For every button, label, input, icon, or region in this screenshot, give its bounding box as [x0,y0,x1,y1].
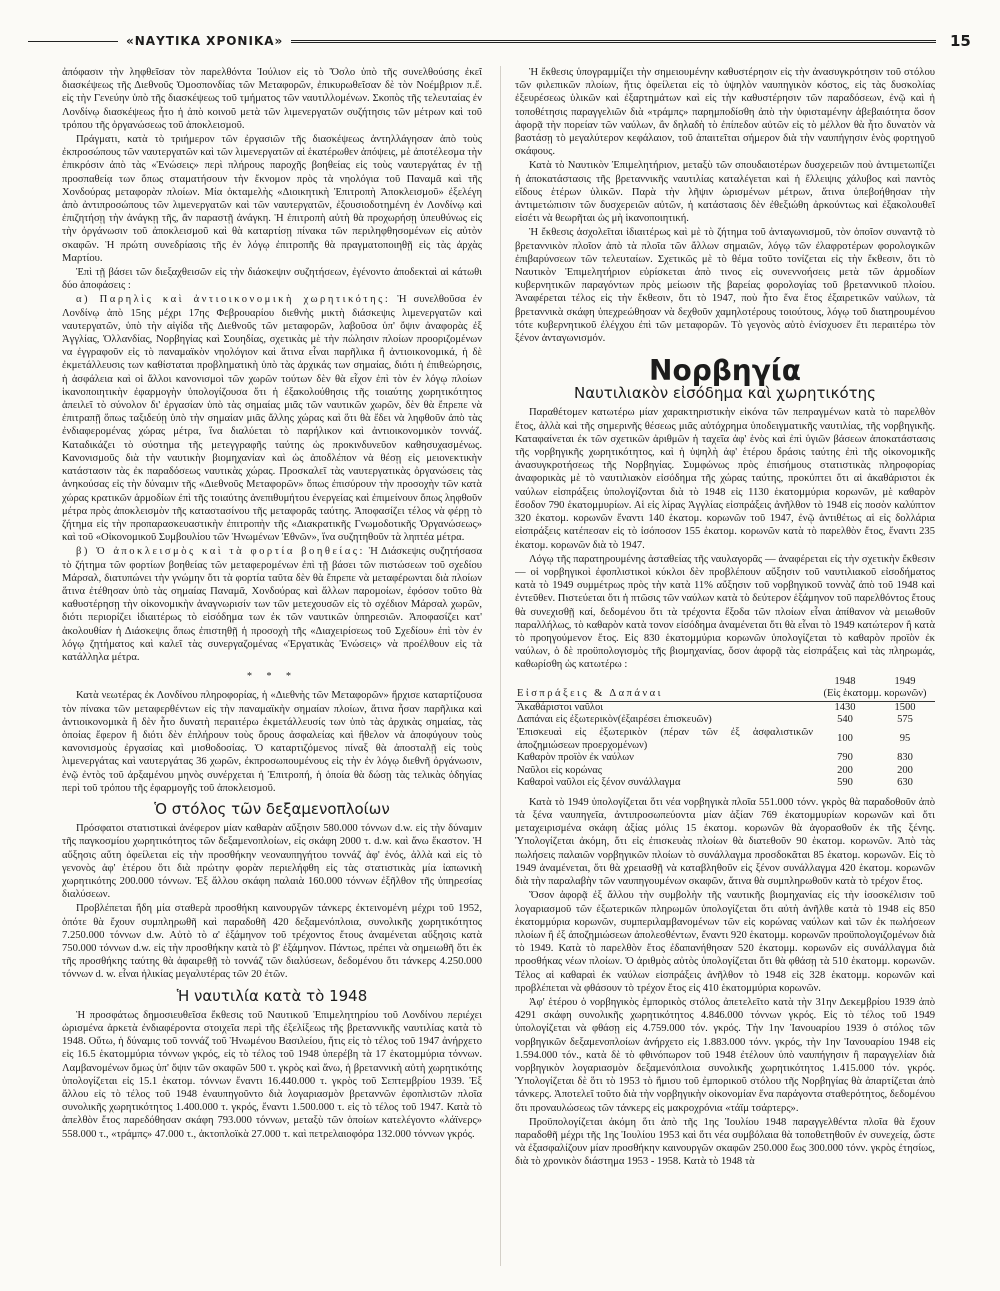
page-header [28,30,972,52]
resolution-b-text: Ἡ Διάσκεψις συζητήσασα τὸ ζήτημα τῶν φορτίων βοηθείας τῶν μεταφερομένων ἐπὶ τῇ βάσει τῶν πιστώσεων τοῦ σχεδίου Μάρσαλ, διατυπώνει τὴν γνώμην ὅτι τὰ φορτία ταῦτα δὲν θὰ ἔπρεπε νὰ μεταφέρωνται διὰ πλοίων ἅτινα ἐτέθησαν ὑπὸ τὰς σημαίας Παναμᾶ, Χονδούρας καὶ ἄλλων παρομοίων, ἐφόσον τοῦτο θὰ καθυστέρησῃ τὴν οἰκονομικὴν ἀναγνωρισίν των τῶν μετεχουσῶν εἰς τὸ σχέδιον Μάρσαλ χωρῶν, διότι περιορίζει ἰδιαιτέρως τὸ εἰσόδημα των ἐκ τῶν ναυτικῶν ὑπηρεσιῶν. Ἀποφασίζει κατ' ἀκολουθίαν ἡ Διάσκεψις ὅπως ἐπιστηθῇ ἡ προσοχὴ τῆς «Διαχειρίσεως τοῦ Σχεδίου» ἐπὶ τὸν ἐν λόγῳ ζητήματος καὶ καλεῖ τὰς συνεργαζομένας «Ἐργατικὰς Ἑνώσεις» νὰ προέλθουν εἰς τὰ κατάλληλα μέτρα. [62,546,482,663]
resolution-b [62,545,482,664]
table-row [515,777,935,790]
paragraph: Κατὰ τὸ 1949 ὑπολογίζεται ὅτι νέα νορβηγικὰ πλοῖα 551.000 τόνν. γκρὸς θὰ παραδοθοῦν ἀπὸ τὰ ξένα ναυπηγεῖα, ἀντιπροσωπεύοντα μίαν ἀξίαν 769 ἑκατομμυρίων κορωνῶν καὶ ὅτι μεταχειρισμένα σκάφη ἀξίας μόλις 15 ἑκατομ. κορωνῶν θὰ ἀγορασθοῦν ἐκ τῆς ξένης. Ὑπολογίζεται ἀκόμη, ὅτι εἰς ἐπισκευὰς πλοίων θὰ διατεθοῦν 90 ἑκατομ. κορωνῶν. Ἀπὸ τὰς πωλήσεις παλαιῶν νορβηγικῶν πλοίων τὸ συνάλλαγμα προσδοκᾶται 85 ἑκατομ. κορωνῶν. Εἰς τὸ 1949 ἀναμένεται, ὅτι θὰ χρειασθῇ νὰ καταβληθοῦν εἰς ξένον συνάλλαγμα 420 ἑκατομ. κορωνῶν διὰ τὴν παραλαβὴν τῶν ναυπηγουμένων σκαφῶν, ἅτινα θὰ συμπληρωθοῦν κατὰ τὸ τρέχον ἔτος. [515,796,935,888]
table-row [515,765,935,778]
paragraph: Πράγματι, κατὰ τὸ τριήμερον τῶν ἐργασιῶν τῆς διασκέψεως ἀντηλλάγησαν ἀπὸ τοὺς ἐκπροσώπους τῶν ναυτεργατῶν καὶ τῶν λιμενεργατῶν αἱ ἑκατέρωθεν ἀπόψεις, μὲ ἀποτέλεσμα τὴν ἐπικρόσιν ἀπὸ τὰς «Ἑνώσεις» περὶ πλήρους παροχῆς βοηθείας εἰς τοὺς ναυτεργάτας ἐν τῇ προσπαθείᾳ των ὅπως σταματήσουν τὴν ἔκνομον πρὸς τὰ νηολόγια τοῦ Παναμᾶ καὶ τῆς Χονδούρας μεταφορὰν πλοίων. Μία ὀκταμελὴς «Διοικητικὴ Ἐπιτροπὴ Ἀποκλεισμοῦ» ἐξελέγη ἀπὸ ἀντιπροσώπους τῶν λιμενεργατῶν καὶ τῶν ναυτεργατῶν, ἐξουσιοδοτημένη ἐν Λονδίνῳ καὶ ἐπιζητήσῃ τὴν ἀνάγκῃ τῆς, ἂν παραστῇ ἀνάγκη. Ἡ ἐπιτροπὴ αὐτὴ θὰ προχωρήσῃ ὑπευθύνως εἰς τὴν ὀργάνωσιν τοῦ ἀποκλεισμοῦ καὶ θὰ καταρτίσῃ πίνακα τῶν περιληφθησομένων εἰς αὐτὸν σκαφῶν. Ἡ πρώτη συνεδρίασις τῆς ἐν λόγῳ ἐπιτροπῆς θὰ πραγματοποιηθῇ εἰς τὰς ἀρχὰς Μαρτίου. [62,134,482,264]
table-corner [515,676,815,689]
revenue-table [515,676,935,790]
row-value-1949: 200 [897,764,913,776]
row-value-1949: 575 [897,714,913,726]
row-label: Καθαρὸν προϊὸν ἐκ ναύλων [517,752,634,764]
row-label: Ἐπισκευαὶ εἰς ἐξωτερικὸν (πέραν τῶν ἐξ ἀσφαλιστικῶν ἀποζημιώσεων προερχομένων) [517,726,813,751]
paragraph: Ἡ προσφάτως δημοσιευθεῖσα ἔκθεσις τοῦ Ναυτικοῦ Ἐπιμελητηρίου τοῦ Λονδίνου περιέχει ὡρισμένα ἀρκετὰ ἐνδιαφέροντα στοιχεῖα περὶ τῆς ἐξελίξεως τῆς βρεταννικῆς ναυτιλίας κατὰ τὸ 1948. Οὕτω, ἡ δύναμις τοῦ τοννάζ τοῦ Ἡνωμένου Βασιλείου, ἥτις εἰς τὸ τέλος τοῦ 1947 ἀνήρχετο εἰς 16.5 ἑκατομμύρια τόννων γκρός, εἰς τὸ τέλος τοῦ 1948 ὑπερέβη τὰ 17 ἑκατομμύρια τόννων. Λαμβανομένων ὅμως ὑπ' ὄψιν τῶν σκαφῶν 500 τ. γκρὸς καὶ ἄνω, ἡ βρεταννικὴ αὐτὴ χωρητικότης ὑπολογίζεται εἰς 15.1 ἑκατομ. τόννων ἔναντι 16.440.000 τ. γκρὸς τοῦ Σεπτεμβρίου 1939. Ἐξ ἄλλου εἰς τὸ τέλος τοῦ 1948 ἐναυπηγοῦντο διὰ λογαριασμὸν βρεταννῶν ἐφοπλιστῶν πλοῖα συνολικῆς χωρητικότητος 1.400.000 τ. γκρός, ἔναντι 1.500.000 τ. εἰς τὸ τέλος τοῦ 1947. Κατὰ τὸ ἀπελθὸν ἔτος παρεδόθησαν σκάφη 793.000 τόννων, μεταξὺ τῶν ὁποίων κατελέγοντο «λάϊνερς» 558.000 τ., «τράμπς» 47.000 τ., ἀκτοπλοϊκὰ 27.000 τ. καὶ πετρελαιοφόρα 132.000 τόννων γκρός. [62,1009,482,1140]
row-value-1949: 630 [897,777,913,789]
row-value-1949: 830 [897,752,913,764]
paragraph: Λόγῳ τῆς παρατηρουμένης ἀσταθείας τῆς ναυλαγορᾶς — ἀναφέρεται εἰς τὴν σχετικὴν ἔκθεσιν — οἱ νορβηγικοὶ ἐφοπλιστικοὶ κύκλοι δὲν προβλέπουν αὔξησιν τοῦ ναυτιλιακοῦ εἰσοδήματος κατὰ τὸ 1949 συμμέτρως πρὸς τὴν κατὰ 11% αὔξησιν τοῦ νορβηγικοῦ τοννὰζ ἀπὸ τοῦ 1948 καὶ ἐντεῦθεν. Πιστεύεται ὅτι ἡ πτῶσις τῶν ναύλων κατὰ τὸ δεύτερον ἑξάμηνον τοῦ παρελθόντος ἔτους θὰ συνεχισθῇ καί, δεδομένου ὅτι τὰ τρέχοντα ἔξοδα τῶν πλοίων εἶναι ἀπίθανον νὰ μειωθοῦν παραλλήλως, τὸ καθαρὸν κατὰ τονον εἰσόδημα ἀναμένεται ὅτι θὰ εἶναι τὸ 1949 κατώτερον ἢ κατὰ τὸ προηγούμενον ἔτος. Εἰς 830 ἑκατομμύρια κορωνῶν ὑπολογίζεται τὸ καθαρὸν προϊὸν ἐκ ναύλων, ὁ δὲ προϋπολογισμὸς τῆς βιομηχανίας, ὅσον ἀφορᾷ τὰς εἰσπράξεις καὶ τὰς πληρωμάς, καθωρίσθη ὡς κατωτέρω : [515,553,935,671]
table-row [515,752,935,765]
paragraph: Ἡ ἔκθεσις ἀσχολεῖται ἰδιαιτέρως καὶ μὲ τὸ ζήτημα τοῦ ἀνταγωνισμοῦ, τὸν ὁποῖον συναντᾷ τὸ βρεταννικὸν πλοῖον ἀπὸ τὰ πλοῖα τῶν ἄλλων σημαιῶν, λόγῳ τῶν ἐλαφροτέρων φορολογικῶν ἐπιβαρύνσεων τῶν τελευταίων. Σχετικῶς μὲ τὸ θέμα τοῦτο τονίζεται εἰς τὴν ἔκθεσιν, ὅτι τὸ Ναυτικὸν Ἐπιμελητήριον εὑρίσκεται ἀπὸ τινος εἰς συνεννοήσεις μετὰ τῶν ἁρμοδίων κυβερνητικῶν παραγόντων πρὸς μείωσιν τῆς βαρείας φορολογίας τοῦ βρεταννικοῦ πλοίου. Ἀναφέρεται τέλος εἰς τὴν ἔκθεσιν, ὅτι τὸ 1947, ποὺ ἦτο ἕνα ἔτος ἐξαιρετικῶν ναύλων, τὰ βρεταννικὰ σκάφη ὑπεχρεώθησαν νὰ δεχθοῦν χαμηλοτέρους τοιούτους, λόγῳ τοῦ διατηρουμένου τότε κυβερνητικοῦ ἐλέγχου ἐπὶ τῶν μεταφορῶν. Τὸ γεγονὸς αὐτὸ ἐνίσχυσεν ἔτι περαιτέρω τὸν ξένον ἀνταγωνισμόν. [515,227,935,345]
paragraph: Προβλέπεται ἤδη μία σταθερὰ προσθήκη καινουργῶν τάνκερς ἐκτεινομένη μέχρι τοῦ 1952, ὁπότε θὰ ἔχουν συμπληρωθῆ καὶ παραδοθῆ 420 δεξαμενόπλοια, συνολικῆς χωρητικότητος 7.250.000 τόννων d.w. Αὐτὸ τὸ α' ἑξάμηνον τοῦ τρέχοντος ἔτους ἀναμένεται αὔξησις κατὰ 750.000 τόννων d.w. εἰς τὴν προσθήκην κατὰ τὸ β' ἑξάμηνον. Πάντως, πρέπει νὰ σημειωθῆ ὅτι ἐκ τῆς προσθήκης ταύτης θὰ ἀφαιρεθῇ τὸ τοννάζ τῶν διαλύσεων, δεδομένου ὅτι τάνκερς 4.250.000 τόννων d. w. εἶναι ἡλικίας μεγαλυτέρας τῶν 20 ἐτῶν. [62,903,482,981]
paragraph: Ἡ ἔκθεσις ὑπογραμμίζει τὴν σημειουμένην καθυστέρησιν εἰς τὴν ἀνασυγκρότησιν τοῦ στόλου τῶν φιλεπικῶν πλοίων, ἥτις ὀφείλεται εἰς τὸ ὑψηλὸν ναυπηγικὸν κόστος, εἰς τὰς δυσκολίας ἐξευρέσεως ὑλικῶν καὶ ἐξαρτημάτων καὶ εἰς τὴν καθυστέρησιν τῶν παραδόσεων, ἐνῷ καὶ ἡ τοποθέτησις παραγγελιῶν διὰ «τράμπς» παρημποδίσθη ἀπὸ τὴν ὑφισταμένην ἀβεβαιότητα ὅσον ἀφορᾷ τὴν πορείαν τῶν ναύλων, ἂν δηλαδὴ τὸ ἐπίπεδον αὐτῶν εἰς τὸ μέλλον θὰ ἦτο δυνατὸν νὰ βαστάσῃ τὸ μεγαλύτερον κεφάλαιον, τοῦ ἀπαιτεῖται σήμερον διὰ τὴν ναυπήγησιν ἑνὸς φορτηγοῦ σκάφους. [515,67,935,158]
row-value-1948: 790 [837,752,853,764]
row-label: Ναῦλοι εἰς κορώνας [517,764,602,776]
table-row [515,701,935,714]
article-title-norway: Νορβηγία [649,354,801,388]
row-label: Δαπάναι εἰς ἐξωτερικὸν(ἐξαιρέσει ἐπισκευῶν) [517,714,712,726]
paragraph: Ἀφ' ἑτέρου ὁ νορβηγικὸς ἐμπορικὸς στόλος ἀπετελεῖτο κατὰ τὴν 31ην Δεκεμβρίου 1939 ἀπὸ 4291 σκάφη συνολικῆς χωρητικότητος 4.846.000 τόννων γκρός. Εἰς τὸ τέλος τοῦ 1949 ὑπολογίζεται νὰ φθάσῃ εἰς 4.759.000 τόν. γκρός. Τὴν 1ην Ἰανουαρίου 1939 ὁ στόλος τῶν νορβηγικῶν δεξαμενοπλοίων ἀνήρχετο εἰς 1.883.000 τόνν. γκρός, τὴν 1ην Ἰανουαρίου 1948 εἰς 1.594.000 τόν., κατὰ δὲ τὸ φθινόπωρον τοῦ 1948 ἐτέλουν ὑπὸ ναυπήγησιν ἢ παραγγελίαν διὰ νορβηγικὸν λογαριασμὸν δεξαμενόπλοια συνολικῆς χωρητικότητος 1.415.000 τόν. γκρός. Ὑπολογίζεται δὲ ὅτι τὸ 1953 τὸ ἥμισυ τοῦ ἐμπορικοῦ στόλου τῆς Νορβηγίας θὰ ἀπαρτίζεται ἀπὸ τάνκερς. Ἀποτελεῖ τοῦτο διὰ τὴν νορβηγικὴν οἰκονομίαν ἕνα παράγοντα σταθερότητος, δεδομένου ὅτι προναυλώσεως τῶν τάνκερς εἰς μακροχρόνια «τάϊμ τσάρτερς». [515,996,935,1114]
row-value-1948: 100 [837,733,853,745]
table-row [515,714,935,727]
table-unit: (Εἰς ἑκατομμ. κορωνῶν) [815,688,935,701]
row-value-1948: 540 [837,714,853,726]
column-divider [500,66,501,1266]
row-value-1948: 1430 [834,701,856,713]
header-rule-left [28,41,118,42]
table-title: Εἰσπράξεις & Δαπάναι [515,688,815,701]
row-value-1949: 95 [899,733,911,745]
right-column [515,66,935,1276]
table-year-1948: 1948 [834,675,856,687]
paragraph: ἀπόφασιν τὴν ληφθεῖσαν τὸν παρελθόντα Ἰούλιον εἰς τὸ Ὄσλο ὑπὸ τῆς συνελθούσης ἐκεῖ διασκέψεως τῆς Διεθνοῦς Ὁμοσπονδίας τῶν Μεταφορῶν, ἐπικυρωθεῖσαν δὲ τὸν Νοέμβριον π.ἔ. εἰς τὴν Γενεύην ὑπὸ τῆς διασκέψεως τοῦ τμήματος τῶν ναυτιλλομένων. Σκοπὸς τῆς τελευταίας ἐν Λονδίνῳ διασκέψεως ἦτο ἡ ἀπὸ κοινοῦ μετὰ τῶν λιμενεργατῶν συζήτησις τῶν μέτρων καὶ τοῦ τρόπου τῆς ὀργανώσεως τοῦ ἀποκλεισμοῦ. [62,67,482,131]
page-number: 15 [950,32,971,50]
paragraph: Κατὰ νεωτέρας ἐκ Λονδίνου πληροφορίας, ἡ «Διεθνὴς τῶν Μεταφορῶν» ἤρχισε καταρτίζουσα τὸν πίνακα τῶν μεταφερθέντων εἰς τὴν παναμαϊκὴν σημαίαν πλοίων, ἅτινα ἦσαν παρῆλικα καὶ ἀντιοικονομικὰ ἢ δὲν ἦτο δυνατὴ περαιτέρω ἐκμετάλλευσίς των ὑπὸ τὰς ἀρχικὰς σημαίας, τὰς ὁποίας ἔφερον ἢ διότι δὲν ἐπλήρουν τοὺς ὅρους ἀσφαλείας καὶ ἤθελον νὰ ἀποφύγουν τοὺς κανονισμοὺς ἐργασίας καὶ μισθοδοσίας. Ὁ καταρτιζόμενος πίναξ θὰ ἀποσταλῇ εἰς τοὺς λιμενεργάτας καὶ ναυτεργάτας 36 χωρῶν, ἐκπροσωπουμένους εἰς τὴν ἐν λόγῳ διεθνῆ ὀργάνωσιν, ἐνῷ ἐντὸς τοῦ ἀρξαμένου μηνὸς συνέρχεται ἡ Ἐπιτροπή, ἡ ὁποία θὰ δώσῃ τὰς τελικὰς ὁδηγίας περὶ τοῦ τρόπου τῆς ἐφαρμογῆς τοῦ ἀποκλεισμοῦ. [62,690,482,794]
left-column [62,66,482,1276]
article-subtitle: Ναυτιλιακὸν εἰσόδημα καὶ χωρητικότης [574,384,876,403]
resolution-a-lead: α) Παρηλὶς καὶ ἀντιοικονομικὴ χωρητικότης: [76,294,391,306]
paragraph: Προϋπολογίζεται ἀκόμη ὅτι ἀπὸ τῆς 1ης Ἰουλίου 1948 παραγγελθέντα πλοῖα θὰ ἔχουν παραδοθῆ μέχρι τῆς 1ης Ἰουλίου 1953 καὶ ὅτι νέα συμβόλαια θὰ τοποθετηθοῦν ἐν συνεχείᾳ, ὥστε νὰ ἐξασφαλίζουν μίαν προσθήκην καινουργῶν σκαφῶν 250.000 ἕως 300.000 τόνν. γκρὸς ἐτησίως, διὰ τὸ χρονικὸν διάστημα 1953 - 1958. Κατὰ τὸ 1948 τὰ [515,1116,935,1168]
paragraph: Παραθέτομεν κατωτέρω μίαν χαρακτηριστικὴν εἰκόνα τῶν πεπραγμένων κατὰ τὸ παρελθὸν ἔτος, ἀλλὰ καὶ τῆς σημερινῆς θέσεως μιᾶς αὐτόχρημα ὑποδειγματικῆς ναυτιλίας, τῆς νορβηγικῆς. Καταφαίνεται ἐκ τῶν σχετικῶν ἀριθμῶν ἡ ταχεῖα ἀφ' ἑνὸς καὶ ἐπὶ ὑγιῶν βάσεων ἀποκατάστασις τῆς νορβηγικῆς χωρητικότητος, καὶ ἡ ὑψηλὴ ἀφ' ἑτέρου δράσις ταύτης ἐπὶ τῆς οἰκονομικῆς ἀνασυγκροτήσεως τῆς Νορβηγίας. Συμφώνως πρὸς ἐπισήμους στατιστικὰς πληροφορίας ἀναφορικὰς μὲ τὸ ναυτιλιακὸν εἰσόδημα τῆς χώρας ταύτης, προκύπτει ὅτι αἱ ἀκαθάριστοι ἐκ ναύλων εἰσπράξεις ὑπολογίζονται διὰ τὸ 1948 εἰς 1130 ἑκατομμύρια κορωνῶν, μὲ καθαρὸν ἔσοδον 790 ἑκατομμυρίων. Αἱ εἰς λίρας Ἀγγλίας εἰσπράξεις ἀνῆλθον τὸ 1948 εἰς ποσὸν καλύπτον 320 ἑκατομ. κορωνῶν ἔναντι 140 ἑκατομ. κορωνῶν τοῦ 1947, ἐνῷ ἀντιθέτως αἱ εἰς δολλάρια εἰσπράξεις κατέπεσαν εἰς τὸ ἰσόποσον 155 ἑκατομ. κορωνῶν κατὰ τὸ παρελθὸν ἔτος, ἔναντι 235 ἑκατομ. κορωνῶν διὰ τὸ 1947. [515,407,935,551]
paragraph: Ἐπὶ τῇ βάσει τῶν διεξαχθεισῶν εἰς τὴν διάσκεψιν συζητήσεων, ἐγένοντο ἀποδεκταὶ αἱ κάτωθι δύο ἀποφάσεις : [62,267,482,292]
row-label: Ἀκαθάριστοι ναῦλοι [517,701,604,713]
row-label: Καθαροὶ ναῦλοι εἰς ξένον συνάλλαγμα [517,777,681,789]
resolution-a-text: Ἡ συνελθοῦσα ἐν Λονδίνῳ ἀπὸ 15ης μέχρι 17ης Φεβρουαρίου διεθνὴς μικτὴ διάσκεψις λιμενεργατῶν καὶ ναυτεργατῶν, ὑπὸ τὴν αἰγίδα τῆς Διεθνοῦς τῶν μεταφορῶν, λαβοῦσα ὑπ' ὄψιν ἀναφορὰς ἐξ Ἀγγλίας, Ὁλλανδίας, Νορβηγίας καὶ Σουηδίας, σχετικὰς μὲ τὴν πώλησιν πλοίων προοριζομένων να ἐγγραφοῦν εἰς τὸ παναμαϊκὸν νηολόγιον καὶ ἅτινα εἶναι παρῆλικα ἢ ἀντιοικονομικά, ἡ δὲ ἐκμετάλλευσις των καθίσταται προβληματικὴ ὑπὸ τὰς ἀρχικάς των σημαίας, διότι ἡ ἐπιθεώρησις, ἡ ἀσφάλεια καὶ οἱ ἄλλοι κανονισμοὶ τῶν χωρῶν τούτων δὲν θὰ εἶχον ἐπὶ τὸν ἐν λόγῳ πλοίων ἱκανοποιητικὴν ἐφαρμογὴν ὑπολογίζουσα ὅτι ἡ ἐξακολούθησις τῆς τοιαύτης χωρητικότητος ἀπειλεῖ τὸ σύνολον δι' ἐργασίαν ὑπὸ τὰς σημαίας μιᾶς τῶν ναυτικῶν χωρῶν, δὲν θὰ ἔπρεπε νὰ ἐπιτραπῇ ὅπως ταξιδεύῃ ὑπὸ τὴν σημαίαν μιᾶς ἄλλης χώρας καὶ ὅτι θὰ ἔδει νὰ ληφθοῦν ἀπὸ τὰς ἐνδιαφερομένας χώρας μέτρα, ἵνα διαλύεται τὸ παρήλικον καὶ ἀντιοικονομικὸν τοννάζ. Καταδικάζει τὸ σύστημα τῆς μετεγγραφῆς ταύτης ὡς προκινδυνεῦον καθησυχασμένως. Κανονισμοῦς διὰ τὴν ναυτικὴν βιομηχανίαν καὶ ὡς ἀποδλέπον νὰ θέσῃ εἰς μειονεκτικὴν κατάστασιν τὰς ἐκ παραδόσεως ναυτικὰς χώρας. Προσκαλεῖ τὰς ναυτεργατικὰς ὀργανώσεις τὰς ἀνηκούσας εἰς τὴν δύναμιν τῆς «Διεθνοῦς Μεταφορῶν» ὅπως ἐπισύρουν τὴν προσοχὴν τῶν κατὰ χώρας κρατικῶν ἁρμοδίων ἐπὶ τῆς τοιαύτης ἀνεπιθυμήτου ἐνεργείας καὶ ἐπιμείνουν ὅπως ληφθοῦν μέτρα πρὸς ἀποκλεισμὸν τῆς καταστασίνου τῆς μεταφορᾶς ταύτης. Ἀποφασίζει τέλος νὰ φέρῃ τὸ ζήτημα εἰς τὴν προπαρασκευαστικὴν ἐπιτροπὴν τῆς «Διακρατικῆς Γνωμοδοτικῆς Ὀργανώσεως» καὶ τοῦ «Οἰκονομικοῦ Συμβουλίου τῶν Ἡνωμένων Ἐθνῶν», ἵνα συζητηθοῦν τὰ ληπτέα μέτρα. [62,294,482,544]
section-heading-shipping-1948: Ἡ ναυτιλία κατὰ τὸ 1948 [176,986,368,1005]
masthead: «ΝΑΥΤΙΚΑ ΧΡΟΝΙΚΑ» [126,34,284,48]
paragraph: Πρόσφατοι στατιστικαὶ ἀνέφερον μίαν καθαρὰν αὔξησιν 580.000 τόννων d.w. εἰς τὴν δύναμιν τῆς παγκοσμίου χωρητικότητος τῶν δεξαμενοπλοίων, εἰς σκάφη 2000 τ. d.w. καὶ ἄνω ἕκαστον. Ἡ αὔξησις αὕτη ὀφείλεται εἰς τὴν προσθήκην νεοναυπηγήτου τοννάζ ἀφ' ἑνός, ἀλλὰ καὶ εἰς τὸ γενονὸς ἀφ' ἑτέρου ὅτι διὰ πρώτην φορὰν περιελήφθη εἰς τὰς στατιστικὰς μία ἰαπωνικὴ χωρητικότης 200.000 τόννων. Ἐξ ἄλλου σκάφη παλαιὰ 160.000 τόννων ἐξῆλθον τῆς ὑπηρεσίας διαλύσεων. [62,823,482,901]
resolution-b-lead: β) Ὁ ἀποκλεισμὸς καὶ τὰ φορτία βοηθείας: [76,546,365,558]
table-row [515,727,935,752]
table-year-1949: 1949 [894,675,916,687]
paragraph: Ὅσον ἀφορᾷ ἐξ ἄλλου τὴν συμβολὴν τῆς ναυτικῆς βιομηχανίας εἰς τὴν ἰσοσκέλισιν τοῦ λογαριασμοῦ τῶν ἐξωτερικῶν πληρωμῶν ὑπολογίζεται ὅτι αὐτὴ ἀνῆλθε κατὰ τὸ 1948 εἰς 850 ἑκατομμύρια κορωνῶν, συμπεριλαμβανομένων τῶν εἰς κορώνας ναύλων καὶ τῶν ἐκ πωλήσεων πλοίων ἢ ἐξ ἀποζημιώσεων ἀπολεσθέντων, ἔναντι 920 ἑκατομμ. κορωνῶν προϋπολογιζομένων διὰ τὸ 1949. Κατὰ τὸ παρελθὸν ἔτος ἐδαπανήθησαν 520 ἑκατομμ. κορωνῶν εἰς συνάλλαγμα διὰ προσθήκας νέων πλοίων. Ὁ ἀριθμὸς αὐτὸς ὑπολογίζεται ὅτι θὰ φθάσῃ τὰ 510 ἑκατομμ. κορωνῶν. Τέλος αἱ καθαραὶ ἐκ ναύλων εἰσπράξεις ἀνῆλθον τὸ 1948 εἰς 328 ἑκατομμ. κορωνῶν καὶ προβλέπεται νὰ φθάσουν τὸ τρέχον ἔτος εἰς 410 ἑκατομμύρια κορωνῶν. [515,890,935,994]
row-value-1948: 200 [837,764,853,776]
resolution-a [62,293,482,544]
section-separator: * * * [247,671,297,683]
section-heading-tankers: Ὁ στόλος τῶν δεξαμενοπλοίων [154,799,390,818]
header-rule-right [291,40,936,43]
row-value-1948: 590 [837,777,853,789]
row-value-1949: 1500 [894,701,916,713]
paragraph: Κατὰ τὸ Ναυτικὸν Ἐπιμελητήριον, μεταξὺ τῶν σπουδαιοτέρων δυσχερειῶν ποὺ ἀντιμετωπίζει ἡ ἀποκατάστασις τῆς βρεταννικῆς ναυτιλίας καταλέγεται καὶ ἡ ἔλλειψις χάλυβος καὶ παντὸς εἴδους ἑτέρων ὑλικῶν. Παρὰ τὴν λῆψιν ὡρισμένων μέτρων, ἅτινα ὑπεβοήθησαν τὴν ἀντιμετώπισιν τῶν δυσχερειῶν αὐτῶν, ἡ κατάστασις δὲν ἐθεξιώθη ἀρκούντως καὶ ἐξακολουθεῖ εἰσέτι νὰ θεωρῆται ὡς μὴ ἱκανοποιητική. [515,160,935,225]
